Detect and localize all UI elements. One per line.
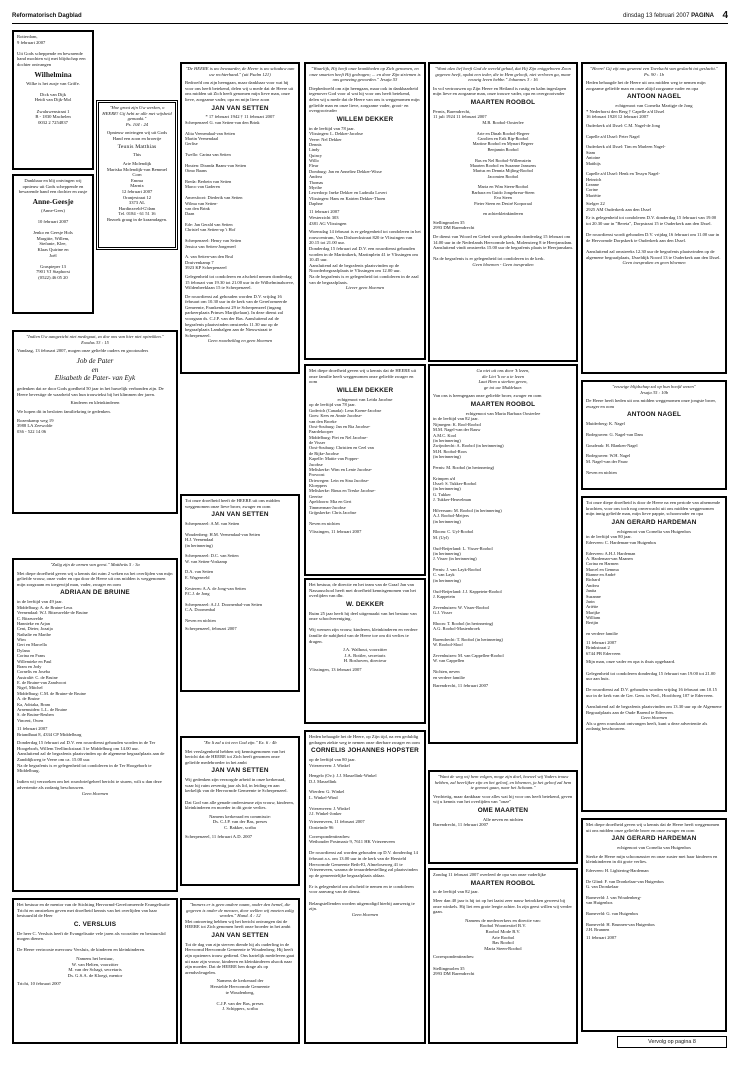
notice-intro: Met diepe droefheid geven wij u kennis dat de HEERE uit onze familie heeft weggenomen onze geliefde zwager en oom	[309, 368, 417, 385]
obituary-jan-van-setten-woudenberg	[180, 898, 300, 1044]
signatories: Kinderen en kleinkinderen	[70, 400, 120, 406]
obituary-jan-van-setten-family	[180, 494, 300, 692]
visit-note: Bezoek graag in de kraamdagen.	[106, 216, 168, 222]
deceased-name: JAN GERARD HARDEMAN	[611, 518, 697, 526]
deceased-name: MAARTEN ROOBOL	[470, 98, 536, 106]
closing-note: Geen bloemen - Geen toespraken	[472, 261, 534, 267]
notice-intro: Diepbedroefd om zijn heengaan, maar ook in dankbaarheid tegenover God voor al wat hij voor ons heeft betekend, delen wij u mede dat de Heere van ons is weggenomen mijn geliefde man en onze lieve, zorgzame vader, groot- en overgrootvader	[309, 85, 420, 114]
issue-date: dinsdag 13 februari 2007	[623, 13, 690, 19]
notice-intro: De Heere heeft heden uit ons midden weggenomen onze jongste broer, zwager en oom	[586, 398, 717, 409]
family-list: Ederveen: C. Hardeman-van Huigenbos Ederveen: A.H.J. Hardeman A. Hardeman-van Maanen Corina en Harmen Marcel en Gemma Rianne en André Richard Andrea Janita Suzanne Jarin Ariëtte Marijke William Bertjin en verdere familie	[586, 539, 657, 637]
continued-on-page-link[interactable]: Vervolg op pagina 8	[617, 1036, 727, 1048]
notice-text: Dankbaar en blij ontvingen wij opnieuw uit Gods scheppende en bewarende hand een dochter en zusje	[18, 178, 88, 195]
family-list: Middelburg: A. de Bruine-Leus Veenendaal: W.J. Bitzeuvelde-de Bruine C. Bitzeuvelde Hannieke en Arjan Cent, Dieter, Jozaija Nathalie en Marthe Wim Gert en Marcella Dylana Corina en Frans Willemieke en Paul Bram en Jody Cornelis en Joseba Australië: C. de Bruine E. de Bruine-van Zandvoort Nigel, Mitchel Middelburg: C.M. de Bruine-de Bruine A. de Bruine Ka, Adriaka, Bram Arnemuiden: L.L. de Bruine S. de Bruine-Reuben Vincent, Owen	[17, 604, 88, 723]
notice-body-2: We hopen dit in besloten familiekring te gedenken.	[17, 408, 111, 414]
notice-intro: Zondag 11 februari 2007 overleed de opa van onze vaderlijke	[433, 872, 546, 877]
obituary-willem-dekker	[304, 62, 426, 360]
bible-verse: "Zalig zijn de armen van geest." Mattheüs 5 : 3a	[50, 562, 140, 567]
spouse-line: echtgenoot van Cornelia Martigje de Jong	[615, 103, 693, 109]
closing-date: Vlissingen, 11 februari 2007	[309, 529, 362, 535]
obituary-w-dekker-school	[304, 578, 426, 724]
anniversary-de-pater	[12, 330, 178, 514]
family-list: Ederveen: H. Lightering-Hardeman De Glind: F. van Dronkelaar-van Huigenbos G. van Dronkelaar Barneveld: J. van Woudenberg- van Huigenbos Barneveld: G. van Huigenbos Barneveld: H. Brunnen-van Huigenbos J.H. Brunnen	[586, 867, 664, 932]
deceased-name: JAN VAN SETTEN	[211, 511, 269, 519]
notice-details: (Anne-Gees) 10 februari 2007 Jenko en Geesje Hols Margitte, Willem, Stefanie, Klee, Klaas Quirine en Joël Graspieper 13 7901 VJ Staphorst (0522) 46 05 20	[33, 207, 73, 281]
deceased-name: ADRIAAN DE BRUINE	[60, 589, 130, 597]
bible-verse: "Want alzo lief heeft God de wereld gehad, dat Hij Zijn eniggeboren Zoon gegeven heeft, opdat een ieder, die in Hem gelooft, niet verloren ga, maar eeuwig leven hebbe." Johannes 3 : 16	[435, 66, 571, 83]
service-info: Woensdag 14 februari is er gelegenheid tot condoleren in het rouwcentrum, Van Dishoeckstraat 820 te Vlissingen van 20.15 tot 21.00 uur. Donderdag 15 februari zal D.V. een rouwdienst gehouden worden in de Martinikerk, Martinplein 41 te Vlissingen om 10.45 uur. Aansluitend zal de begrafenis plaatsvinden op de Noorderbegraafplaats te Vlissingen om 12.00 uur. Na de begrafenis is er gelegenheid tot condoleren in de zaal van de begraafplaats.	[309, 229, 421, 285]
notice-intro: Met verslagenheid hebben wij kennisgenomen van het bericht dat de HEERE tot Zich heeft genomen onze geliefde medebroeder in het ambt	[185, 748, 286, 765]
deceased-name: ANTOON NAGEL	[626, 411, 682, 419]
family-list: Vriezenveen: J. Winkel Hengelo (Ov.): J.J. Massellink-Winkel D.J. Massellink Wierden: G. Winkel L. Winkel-Wind Vriezenveen: J. Winkel J.J. Winkel-Jonker	[309, 762, 377, 816]
notice-intro: Het bestuur, de directie en het team van de Graaf Jan van Nassauschool heeft met droefheid kennisgenomen van het overlijden van dhr.	[309, 582, 416, 599]
service-info: De rouwdienst zal gehouden worden D.V. vrijdag 16 februari om 10.30 uur in de kerk van de Gereformeerde Gemeente, Frankenhorst 29 te Scherpenzeel (ingang parkeerplaats Prinses Marijkelaan). In deze dienst zal voorgaan ds. C.J.P. van der Bas. Aansluitend zal de begrafenis plaatsvinden omstreeks 11.30 uur op de begraafplaats Lambalgen aan de Nieuwstraat te Scherpenzeel.	[185, 293, 288, 338]
notice-intro: Met diepe droefheid geven wij u kennis dat de Heere heeft weggenomen uit ons midden onze geliefde broer en onze zwager en oom	[586, 822, 720, 833]
birth-date: 12 februari 2007	[121, 188, 153, 194]
family-list: Ouderkerk a/d IJssel: C.M. Nagel-de Jong Capelle a/d IJssel: Peter Nagel Ouderkerk a/d IJssel: Tim en Marleen Nagel- Stam Antoine Matthijs Capelle a/d IJssel: Henk en Tessyn Nagel- Heinrich Leanne Corine Mariëtte	[586, 122, 666, 198]
closing-date: Scherpenzeel, februari 2007	[185, 626, 237, 632]
obituary-adriaan-de-bruine	[12, 558, 178, 892]
date-address: 11 februari 2007 Briandhaat 8, 4334 CP Middelburg	[17, 726, 82, 737]
notice-text: Opnieuw ontvingen wij uit Gods Hand een zoon en broertje	[106, 130, 168, 141]
service-info: Er is gelegenheid tot condoleren D.V. donderdag 15 februari van 19.00 tot 20.30 uur in "Bereia", Dorpstraat 15 te Ouderkerk aan den IJssel. De rouwdienst wordt gehouden D.V. vrijdag 16 februari om 11.00 uur in de Hervormde Dorpskerk te Ouderkerk aan den IJssel. Aansluitend zal omstreeks 12.30 uur de begrafenis plaatsvinden op de algemene begraafplaats, IJsseldijk Noord 13 te Ouderkerk aan den IJssel.	[586, 215, 721, 260]
family-list: Arie Molendijk Mariska Molendijk-van Bemmel Corn Emma Marnix	[106, 160, 168, 189]
obituary-maarten-roobol	[428, 62, 578, 362]
notice-body: Wij gedenken zijn verzorgde arbeid in onze kerkeraad, waar hij ruim zeventig jaar als lid, in leiding en aan kerkelijk van de Hervormde Gemeente te Scherpenzeel. Dat God van alle genade ondersteune zijn vrouw, kinderen, kleinkinderen en moeder in dit grote verlies.	[185, 777, 294, 811]
family-list: Vlissingen: L. Dekker-Jacobse Veere: Nel Dekker Dennis Lindy Quincy Willo Fleur Domburg: Jan en Anneliez Dekker-Wisse Andrea Thomas Myrthe Lewedorp: Ineke Dekker en Ludmila Lovert Vlissingen: Hans en Katrien Dekker-Thoen Daphne	[309, 131, 387, 207]
closing-note: Geen bloemen	[81, 790, 109, 796]
notice-intro: Het bestuur en de mentor van de Stichting Hervormd-Gereformeerde Evangelisatie Tricht en omstreken geven met droefheid kennis van het overlijden van haar bestuurslid de Heer	[17, 902, 170, 919]
notice-body: Ruim 25 jaar heeft hij deel uitgemaakt van het bestuur van onze schoolvereniging. Wij wensen zijn vrouw, kinderen, kleinkinderen en verdere familie de nabijheid van de Heere toe om dit verlies te dragen.	[309, 610, 418, 644]
life-dates: * Nederhorst den Berg † Capelle a/d IJssel 16 februari 1928 12 februari 2007	[586, 108, 665, 120]
notice-intro: In vol vertrouwen op Zijn Heere en Heiland is rustig en kalm ingeslapen mijn lieve en zorgzame man, onze trouwe vader, opa en overgrootvader	[433, 85, 567, 97]
bible-verse: Ga niet uit ons door 'k lezen, die Liet 'k ne u te lezen Laat Hem u sterken geven, ge tot uw Middelaar.	[476, 368, 530, 390]
signatories: Namens kerkeraad en commissie: Ds. C.J.P. van der Bas, preses C. Bakker, scriba	[209, 813, 271, 830]
spouse-line: echtgenoot van Leida Jacobse	[337, 396, 393, 402]
bible-verse: "En lt zal u tot een God zijn." Ex. 6 : 4b	[203, 740, 277, 745]
family-list: Scherpenzeel G. van Setten-van den Brink Alita Veenendaal-van Setten Martin Veenendaal Gerlise Twello: Carina van Setten Houten: Diranda Baans-van Setten Otmo Baans Breda: Berbein van Setten Marco van Gaderen Amersfoort: Diederik van Setten Wilma van Setten- van den Brink Daan Ede: Jan Gerald van Setten Christel van Setten-op 't Hof Scherpenzeel: Henry van Setten Jessica van Setten-Jongeneel A. van Setten-van den Brul	[185, 119, 260, 260]
notice-intro: Met ontroering hebben wij het bericht ontvangen dat de HEERE tot Zich genomen heeft onze broeder in het ambt	[185, 918, 291, 930]
address: Stelger 22 2925 AM Ouderkerk aan den IJssel	[586, 201, 651, 212]
closing-note: Geen rouwbeklag en geen bloemen	[207, 338, 273, 344]
family-list: Muiderberg: K. Nagel Bodegraven: G. Nagel-van Dam Gouderak: H. Blanken-Nagel Bodegraven: W.H. Nagel M. Nagel-van der Pauw Neven en nichten	[586, 421, 643, 475]
deceased-name: ANTOON NAGEL	[626, 93, 682, 101]
closing-date: Barendrecht, 11 februari 2007	[433, 822, 489, 828]
age: op de leeftijd van 80 jaar.	[309, 757, 356, 762]
notice-intro: Bedroefd om zijn heengaan, maar dankbaar voor wat hij voor ons heeft betekend, delen wij u mede dat de Heere uit ons midden uit Zich heeft genomen mijn lieve man, onze lieve, zorgzame vader, opa en mijn lieve zoon	[185, 80, 294, 102]
deceased-name: W. DEKKER	[345, 600, 384, 608]
obituary-jan-gerard-hardeman-family	[581, 818, 727, 1032]
signatories: Namens de medewerkers en directie van: Roobol Woontextiel B.V. Roobol Mode B.V. Arie Roobol Bas Roobol Maria Steen-Roobol	[465, 917, 541, 951]
deceased-name: JAN VAN SETTEN	[211, 767, 269, 775]
family-list: Nijmegen: K. Rool-Roobol M.M. Nagel-van der Rauw A.M.C. Kool (in herinnering) Zwijndrecht: A. Roobol (in herinnering) M.H. Roobol-Roos (in herinnering) Pernis: M. Roobol (in herinnering) Krimpen a/d IJssel: S. Tukker-Roobol (in herinnering) G. Tukker J. Tukker-Heuvelman Hilversum: M. Roobol (in herinnering) A.J. Roobol-Meijers (in herinnering) Bloom: C. Uyl-Roobol M. (Uyl) Oud-Beijerland: L. Visser-Roobol (in herinnering) J. Visser (in herinnering) Pernis: J. van Layk-Roobol C. van Layk (in herinnering) Oud-Beijerland: J.J. Kappetein-Roobol J. Kappetein Zevenhuizen: W. Visser-Roobol G.J. Visser Rhoon: T. Roobol (in herinnering) A.G. Roobol-Mastenbroek Barendrecht: T. Roobol (in herinnering) W. Roobol-Sloof Zevenhuizen: M. van Cappellen-Roobol W. van Cappellen Nichten, neven en verdere familie	[433, 421, 504, 680]
condolence-info: Gelegenheid tot condoleren en afscheid nemen donderdag 15 februari van 19.30 tot 21.00 uur in de Wilhelminahoeve, Wildenbeeklaan 15 te Scherpenzeel.	[185, 273, 295, 291]
page-number: 4	[722, 10, 728, 21]
notice-text: Rotterdam, 9 februari 2007 Uit Gods scheppende en bewarende hand mochten wij met blijdschap een dochter ontvangen	[17, 34, 86, 67]
masthead-date	[623, 13, 714, 20]
birth-notice-teunis	[96, 100, 178, 250]
family-list: Scherpenzeel: A.M. van Setten Woudenberg: H.M. Veenendaal-van Setten H.J. Veenendaal (in herinnering) Scherpenzeel: D.C. van Setten W. van Setten-Voskamp D.A. van Setten E. Wagenveld Kesteren: A.A. de Jong-van Setten P.C.J. de Jong Scherpenzeel: A.J.J. Doornenbal-van Setten C.A. Doornenbal Neven en nichten	[185, 521, 263, 623]
deceased-name: WILLEM DEKKER	[336, 386, 394, 394]
deceased-name: C. VERSLUIS	[73, 920, 117, 928]
deceased-name: JAN VAN SETTEN	[211, 931, 269, 939]
paper-name: Reformatorisch Dagblad	[12, 13, 82, 19]
footer-note: Als u geen rouwkaart ontvangen heeft, kunt u deze advertentie als zodanig beschouwen.	[586, 720, 708, 732]
age: in de leeftijd van 78 jaar.	[309, 125, 355, 131]
closing-note: Geen bloemen	[640, 715, 668, 721]
child-name: Teunis Matthias	[117, 143, 157, 150]
notice-body: Meer dan 40 jaar is hij tot op het laatst zeer nauw betrokken geweest bij onze winkels. Hij liet een grote leegte achter. In zijn geest willen wij verder gaan.	[433, 898, 572, 915]
nickname: This	[132, 152, 142, 158]
age: in de leeftijd van 82 jaar.	[433, 889, 479, 895]
spouse-line: echtgenoot van Maria Barbara Oosterlee	[465, 410, 541, 416]
service-info: Mijn man, onze vader en opa is thuis opgebaard. Gelegenheid tot condoleren donderdag 15 februari van 19.00 tot 21.00 uur aan huis. De rouwdienst zal D.V. gehouden worden vrijdag 16 februari om 10.15 uur in de kerk van de Ger. Gem. in Ned., Hoofdweg 107 te Ederveen. Aansluitend zal de begrafenis plaatsvinden om 13.30 uur op de Algemene Begraafplaats aan de Oude Barend te Ederveen.	[586, 659, 722, 715]
husband-name: Job de Pater	[76, 356, 114, 365]
wife-name: Elisabeth de Pater- van Eyk	[54, 374, 136, 383]
obituary-ome-maarten	[428, 770, 578, 864]
address: Correspondentieadres: Stellingmolen 35 2993 DM Barendrecht	[433, 954, 475, 977]
service-info: Donderdag 15 februari zal D.V. een rouwdienst gehouden worden in de Ter Hoogeborh, Willem Teellinckstraat 3 te Middelburg om 14.00 uur. Aansluitend zal de begrafenis plaatsvinden op de algemene begraafplaats aan de Zanddijkweg te Veere om ca. 15.00 uur. Na de begrafenis is er gelegenheid tot condoleren in de Ter Hoogeborh te Middelburg. Indien wij verzoeken om het rouwbriefgeheel bericht te sturen, wilt u dan deze advertentie als zodanig beschouwen.	[17, 740, 165, 790]
closing-date: Barendrecht, 11 februari 2007	[433, 682, 489, 688]
obituary-jan-gerard-hardeman	[581, 496, 727, 812]
notice-body: gedenken dat ze door Gods goedheid 50 jaar in het huwelijk verbonden zijn. De Heere bevestige de waarheid van hun trouwtekst bij het klimmen der jaren.	[17, 386, 164, 397]
obituary-jan-van-setten	[180, 62, 300, 374]
address: 11 februari 2007 Westerzicht 303 4381 AG Vlissingen	[309, 209, 347, 226]
signatories: Namens het bestuur, W. van Helten, voorzitter M. van der Schagt, secretaris Ds. G.S.A. de Kloegt, mentor	[67, 955, 123, 978]
masthead	[12, 12, 728, 24]
bible-verse: "Want de weg wij hem volgen, moge zijn doel, hoewel wij Vaders trouw hebben, zal heerlijker zijn en het geloof, en bloemen, ja het geloof zal hem te gemoet gaan, naar het lichaam."	[434, 774, 572, 791]
bible-verse: "Hoe groot zijn Uw werken, o HEERE! Gij hebt ze alle met wijsheid gemaakt." Ps. 104 : 24	[102, 105, 172, 127]
deceased-name: JAN VAN SETTEN	[211, 104, 269, 112]
bible-verse: "De HEERE is uw bewaarder, de Heere is uw schaduw aan uw rechterhand." (uit Psalm 121)	[185, 66, 295, 77]
closing-note: Geen toespraken en geen bloemen	[622, 260, 686, 266]
signatories: Namens de kerkeraad der Herstelde Hervormde Gemeente te Woudenberg, C.J.P. van der Bas, preses J. Schippers, scriba	[210, 978, 270, 1012]
page-label: PAGINA	[691, 13, 714, 19]
notice-intro: Heden behaagde het de Heere, op Zijn tijd, na een geduldig gedragen ziekte weg te nemen onze dierbare zwager en oom	[309, 734, 420, 745]
closing-date: Vlissingen, 13 februari 2007	[309, 666, 362, 672]
life-dates: * 17 februari 1942 † 11 februari 2007	[205, 114, 275, 120]
age: in de leeftijd van 49 jaar.	[17, 599, 63, 605]
deceased-name: MAARTEN ROOBOL	[470, 879, 536, 887]
life-dates: Pernis, Barendrecht, 11 juli 1924 11 februari 2007	[433, 108, 487, 120]
address: 11 februari 2007 Brinkstraat 2 6744 PB Ederveen	[586, 639, 621, 656]
closing-date: Scherpenzeel, 11 februari A.D. 2007	[185, 833, 253, 839]
obituary-maarten-roobol-family	[428, 364, 578, 744]
notice-body: Sterke de Heere mijn schoonzuster en onze zuster met haar kinderen en kleinkinderen in dit grote verlies.	[586, 853, 718, 865]
signatories: Alle neven en nichten	[482, 816, 524, 822]
family-list: M.B. Roobol-Oosterlee Arie en Dinah Roobol-Begeer Carolien en Erik Rip-Roobol Martine Roobol en Mynart Begeer Benjamin Roobol Bas en Nel Roobol-Willemstein Maarten Roobol en Suzanne Janssens Marius en Dennia Mijling-Roobol Jacomien Roobol Maria en Wim Steen-Roobol Barbara en Guido Jongebreur-Steen Eva Steen Pieter Steen en Desiré Korporaal en achterkleinkinderen	[469, 119, 537, 217]
notice-intro: Tot onze droefheid heeft de HEERE uit ons midden weggenomen onze lieve broer, zwager en oom	[185, 498, 280, 509]
notice-intro: Tot onze diepe droefheid is door de Heere na een periode van afnemende krachten, voor ons toch nog onverwacht uit ons midden weggenomen mijn innig geliefde man, mijn lieve pappie, schoonvader en opa	[586, 500, 721, 517]
bible-verse: "Indien Uw aangezicht niet medegaat, zo doe ons van hier niet optrekken." Exodus 33 : 15	[26, 334, 164, 345]
notice-body: Tot de dag van zijn sterven diende hij als ouderling in de Hervormd Hervormde Gemeente te Woudenberg. Hij heeft zijn opzieners trouw gediend. Ons hartelijk medeleven gaat uit naar zijn vrouw, kinderen en kleinkinderen alsook naar zijn moeder. Dat de HEERE hen drage als op arendsvleugelen.	[185, 941, 295, 975]
notice-intro: Met diepe droefheid geven wij u kennis dat ruim 2 weken na het overlijden van mijn geliefde vrouw, onze vader en opa door de Heere uit ons midden is weggenomen mijn zorgzaam en toegewijd man, vader, zwager en oom	[17, 570, 173, 587]
age: in de leeftijd van 82 jaar.	[433, 416, 479, 422]
deceased-name: MAARTEN ROOBOL	[470, 400, 536, 408]
spouse-line: echtgenoot van Cornelia van Huigenbos	[617, 528, 691, 534]
family-list: Goderich (Canada): Lena Koene-Jacobse Goes: Kees en Annie Jacobse- van den Broeke Oost-Souburg: Jan en Ria Jacobse- Paardekooper Middelburg: Piet en Nel Jacobse- de Visser Oost-Souburg: Christien en Ceel van de Rijke-Jacobse Kapelle: Mattie van Popper- Jacobse Meliskerke: Wim en Lenie Jacobse- Provoost Driewegen: Lein en Sina Jacobse- Kloeppers Meliskerke: Rinus en Treske Jacobse- Geertse Apeldoorn: Mia en Gert Timmerman-Jacobse Grijpskerke: Chris Jacobse Neven en nichten	[309, 407, 382, 526]
spouse-line: echtgenoot van Cornelia van Huigenbos	[617, 845, 691, 850]
service-info: De dienst van Woord en Gebed wordt gehouden donderdag 15 februari om 14.00 uur in de Nederlands Hervormde kerk, Molensteeg 8 te Heerjansdam. Aansluitend vindt omstreeks 15.00 uur de begrafenis plaats te Heerjansdam. Na de begrafenis is er gelegenheid tot condoleren in de kerk.	[433, 233, 573, 262]
closing-note: Liever geen bloemen	[345, 285, 385, 291]
signatories: J.A. Walhout, voorzitter J.A. Bottler, secretaris H. Boshoven, directeur	[342, 647, 388, 664]
deceased-name: JAN GERARD HARDEMAN	[611, 835, 697, 843]
deceased-name: WILLEM DEKKER	[336, 115, 394, 123]
address: Oranjestraat 12 3373 AL Hardinxveld-G'dam Tel. 0184 - 61 51 16	[118, 194, 156, 217]
conjunction: en	[91, 365, 99, 374]
birth-notice-wilhelmina	[12, 30, 94, 170]
obituary-cornelis-hopster	[304, 730, 426, 1044]
notice-intro: Verdrietig, maar dankbaar voor alles wat hij voor ons heeft betekend, geven wij u kennis van het overlijden van "onze"	[433, 793, 573, 805]
closing-date: 11 februari 2007	[586, 935, 617, 941]
address: Druivenkamp 7 3923 KP Scherpenzeel	[185, 259, 227, 271]
age: in de leeftijd van 80 jaar.	[586, 534, 632, 540]
address: Rozenkamp weg 19 3988 LA Zeewolde 036 - 522 14 06	[17, 417, 54, 434]
deceased-name: CORNELIS JOHANNES HOPSTER	[311, 747, 419, 755]
birth-notice-anne-geesje	[12, 174, 94, 314]
obituary-maarten-roobol-company	[428, 868, 578, 1044]
service-info: Correspondentieadres: Wethouder Postmastr 9, 7611 HK Vriezenveen De rouwdienst zal worden gehouden op D.V. donderdag 14 februari a.s. om 13.00 uur in de kerk van de Hersteld Hervormde Gemeente Beth-El, Almeloseweg 41 te Vriezenveen, waarna de teraardebestelling zal plaatsvinden op de gemeentelijke begraafplaats aldaar. Er is gelegenheid om afscheid te nemen en te condoleren voor aanvang van de dienst. Belangstellenden worden uitgenodigd hierbij aanwezig te zijn.	[309, 833, 418, 912]
obituary-willem-dekker-family	[304, 364, 426, 576]
bible-verse: "Immers er is geen andere naam, onder den hemel, die gegeven is onder de mensen, door welken wij moeten zalig worden." Hand. 4 : 12	[186, 902, 294, 919]
deceased-name: OME MAARTEN	[477, 806, 529, 814]
closing-date: Tricht, 10 februari 2007	[17, 981, 61, 987]
notice-body: De heer C. Versluis heeft de Evangelisatie vele jaren als voorzitter en bestuurslid mogen dienen. De Heere vertrooste mevrouw Versluis, de kinderen en kleinkinderen.	[17, 930, 166, 953]
address: Vriezenveen, 11 februari 2007 Oosteinde 96	[309, 819, 365, 830]
notice-intro: Van ons is heengegaan onze geliefde broer, zwager en oom	[433, 393, 542, 399]
obituary-c-versluis	[12, 898, 178, 1044]
age: op de leeftijd van 78 jaar.	[309, 402, 356, 408]
notice-details: Wilke is het zusje van Griffe. Dick van Dijk Heidi van Dijk-Mol Zwaluwenstraat 1 B - 1830 Machelen 0032 2 7254837	[26, 80, 80, 125]
obituary-antoon-nagel	[581, 62, 727, 374]
obituary-jan-van-setten-kerkeraad	[180, 736, 300, 886]
obituary-antoon-nagel-family	[581, 380, 727, 490]
child-name: Wilhelmina	[34, 69, 72, 79]
bible-verse: "eeuwige blijdschap zal op hun hoofd wezen" Jesaja 35 : 10b	[612, 384, 696, 395]
closing-note: Geen bloemen	[351, 911, 379, 917]
address: Stellingmolen 35 2993 DM Barendrecht	[433, 219, 475, 231]
bible-verse: "Waarlijk, Hij heeft onze krankheden op Zich genomen, en onze smarten heeft Hij gedragen; ... en door Zijn striemen is ons genezing geworden." Jesaja 53	[309, 66, 421, 83]
bible-verse: "Heere! Gij zijt ons geweest een Toevlucht van geslacht tot geslacht." Ps. 90 : 1b	[590, 66, 718, 77]
notice-intro: Vandaag, 13 februari 2007, mogen onze geliefde ouders en grootouders	[17, 348, 149, 354]
child-name: Anne-Geesje	[32, 196, 74, 206]
notice-intro: Heden behaagde het de Heere uit ons midden weg te nemen mijn zorgzame geliefde man en onze altijd zorgzame vader en opa	[586, 80, 706, 91]
